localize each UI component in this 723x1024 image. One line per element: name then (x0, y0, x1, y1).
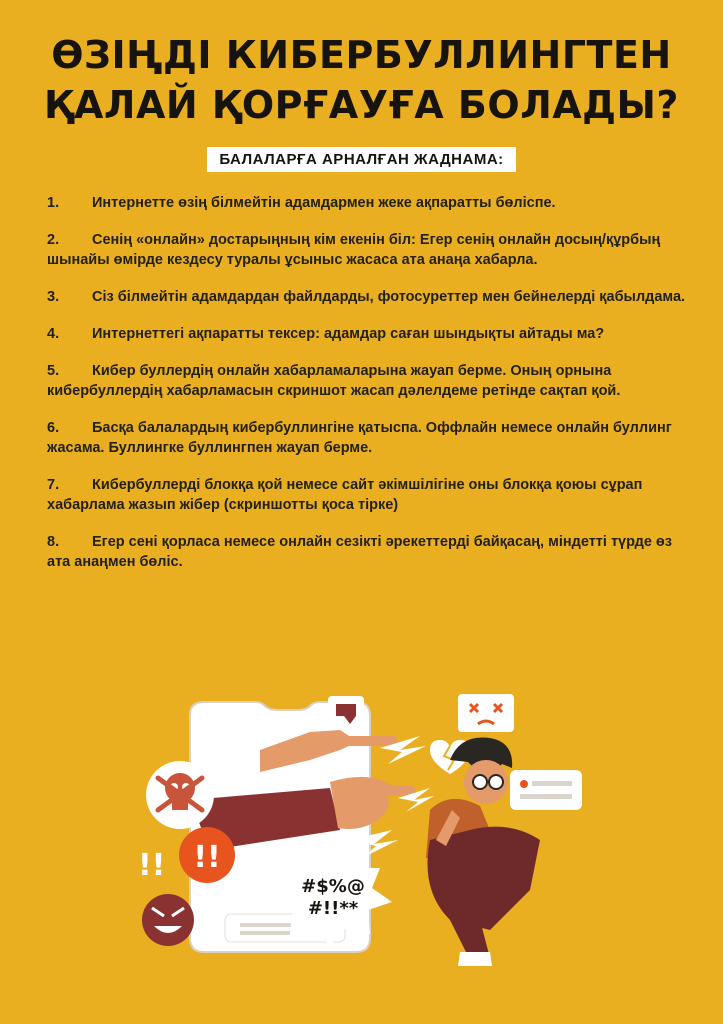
item-number: 5. (47, 363, 60, 379)
thumbs-down-icon (328, 696, 364, 728)
advice-list (47, 193, 687, 589)
item-number: 1. (47, 195, 60, 211)
item-text: Басқа балалардың кибербуллингіне қатыспа. Оффлайн немесе онлайн буллинг жасама. Буллингке буллингпен жауап берме. (47, 420, 672, 456)
item-number: 2. (47, 232, 60, 248)
list-item (47, 475, 687, 515)
item-text: Интернеттегі ақпаратты тексер: адамдар саған шындықты айтады ма? (92, 326, 605, 342)
devil-face-icon (142, 894, 194, 946)
item-text: Сенің «онлайн» достарыңның кім екенін біл: Егер сенің онлайн досың/құрбың шынайы өмірде кездесу туралы ұсыныс жасаса ата анаңа хабарла. (47, 232, 661, 268)
burst-text-2: #!!** (307, 898, 359, 919)
alert-circle-icon (179, 827, 235, 883)
list-item (47, 532, 687, 572)
burst-text-1: #$%@ (301, 876, 365, 897)
item-number: 4. (47, 326, 60, 342)
title-line-1: ӨЗІҢДІ КИБЕРБУЛЛИНГТЕН (51, 33, 672, 77)
item-text: Кибер буллердің онлайн хабарламаларына жауап берме. Оның орнына кибербуллердің хабарламасын скриншот жасап дәлелдеме ретінде сақтап қой. (47, 363, 621, 399)
item-text: Сіз білмейтін адамдардан файлдарды, фотосуреттер мен бейнелерді қабылдама. (92, 289, 686, 305)
list-item (47, 287, 687, 307)
title-line-2: ҚАЛАЙ ҚОРҒАУҒА БОЛАДЫ? (44, 83, 679, 127)
list-item (47, 361, 687, 401)
subtitle-container (0, 147, 723, 172)
item-text: Егер сені қорласа немесе онлайн сезікті әрекеттерді байқасаң, міндетті түрде өз ата анаңмен бөліс. (47, 534, 672, 570)
item-number: 7. (47, 477, 60, 493)
subtitle-label: БАЛАЛАРҒА АРНАЛҒАН ЖАДНАМА: (207, 147, 515, 172)
message-bubble-icon (510, 770, 582, 810)
item-number: 8. (47, 534, 60, 550)
list-item (47, 324, 687, 344)
cyberbullying-illustration (130, 690, 590, 990)
list-item (47, 193, 687, 213)
skull-warning-icon (146, 761, 214, 829)
exclaim-big-text: !! (193, 840, 221, 875)
page-title (0, 30, 723, 130)
list-item (47, 418, 687, 458)
item-text: Интернетте өзің білмейтін адамдармен жеке ақпаратты бөліспе. (92, 195, 556, 211)
item-number: 6. (47, 420, 60, 436)
exclaim-side-text: !! (138, 848, 166, 883)
item-number: 3. (47, 289, 60, 305)
sad-face-bubble-icon (458, 694, 514, 732)
item-text: Кибербуллерді блокқа қой немесе сайт әкімшілігіне оны блокқа қоюы сұрап хабарлама жазып жібер (скриншотты қоса тірке) (47, 477, 643, 513)
list-item (47, 230, 687, 270)
